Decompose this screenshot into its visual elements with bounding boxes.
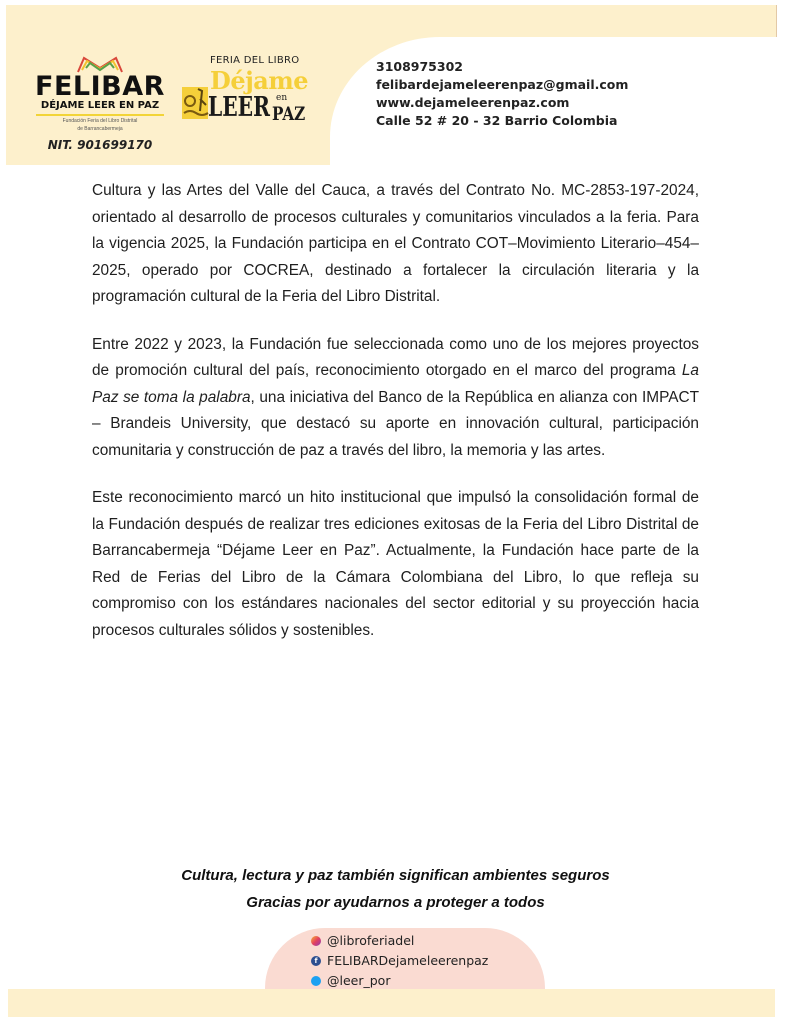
feria-logo xyxy=(180,55,310,130)
paragraph-2 xyxy=(92,332,699,465)
felibar-title: FELIBAR xyxy=(35,71,165,102)
feria-word-dejame: Déjame xyxy=(210,66,308,95)
facebook-handle: FELIBARDejameleerenpaz xyxy=(327,953,489,968)
nit-number: NIT. 901699170 xyxy=(47,138,153,152)
feria-word-en: en xyxy=(276,93,288,103)
instagram-icon xyxy=(311,936,321,946)
social-instagram[interactable] xyxy=(311,931,488,951)
contact-email[interactable]: felibardejameleerenpaz@gmail.com xyxy=(376,77,629,92)
felibar-logo xyxy=(30,52,170,152)
felibar-foundation-line-2: de Barrancabermeja xyxy=(77,126,123,132)
slogan-line-1: Cultura, lectura y paz también significan ambientes seguros xyxy=(181,867,610,884)
slogan-line-2: Gracias por ayudarnos a proteger a todos xyxy=(246,894,545,911)
facebook-icon: f xyxy=(311,956,321,966)
paragraph-2-start: Entre 2022 y 2023, la Fundación fue seleccionada como uno de los mejores proyectos de promoción cultural del país, reconocimiento otorgado en el marco del programa xyxy=(92,335,699,379)
paragraph-2-end: , una iniciativa del Banco de la República en alianza con IMPACT – Brandeis University, que destacó su aporte en innovación cultural, participación comunitaria y construcción de paz a través del libro, la memoria y las artes. xyxy=(92,388,699,459)
feria-word-leer: LEER xyxy=(208,92,270,123)
program-name: La Paz se toma la palabra xyxy=(92,362,699,406)
footer-slogan xyxy=(0,862,791,916)
twitter-handle: @leer_por xyxy=(327,973,391,988)
social-twitter[interactable] xyxy=(311,971,488,991)
footer-band xyxy=(8,989,775,1017)
social-list xyxy=(311,931,488,991)
contact-phone: 3108975302 xyxy=(376,59,463,74)
contact-website[interactable]: www.dejameleerenpaz.com xyxy=(376,95,570,110)
document-body xyxy=(92,178,699,665)
social-facebook[interactable] xyxy=(311,951,488,971)
feria-word-paz: PAZ xyxy=(272,103,306,125)
contact-block xyxy=(376,58,628,130)
paragraph-3: Este reconocimiento marcó un hito institucional que impulsó la consolidación formal de la Fundación después de realizar tres ediciones exitosas de la Feria del Libro Distrital de Barrancabermeja “Déjame Leer en Paz”. Actualmente, la Fundación hace parte de la Red de Ferias del Libro de la Cámara Colombiana del Libro, lo que refleja su compromiso con los estándares nacionales del sector editorial y su proyección hacia procesos culturales sólidos y sostenibles. xyxy=(92,489,699,639)
twitter-icon xyxy=(311,976,321,986)
instagram-handle: @libroferiadel xyxy=(327,933,415,948)
felibar-subtitle: DÉJAME LEER EN PAZ xyxy=(36,100,164,116)
felibar-foundation-line-1: Fundación Feria del Libro Distrital xyxy=(62,118,138,124)
paragraph-1: Cultura y las Artes del Valle del Cauca, a través del Contrato No. MC-2853-197-2024, orientado al desarrollo de procesos culturales y comunitarios vinculados a la feria. Para la vigencia 2025, la Fundación participa en el Contrato COT–Movimiento Literario–454–2025, operado por COCREA, destinado a fortalecer la circulación literaria y la programación cultural de la Feria del Libro Distrital. xyxy=(92,182,699,305)
feria-top-label: FERIA DEL LIBRO xyxy=(210,55,300,66)
contact-address: Calle 52 # 20 - 32 Barrio Colombia xyxy=(376,113,618,128)
